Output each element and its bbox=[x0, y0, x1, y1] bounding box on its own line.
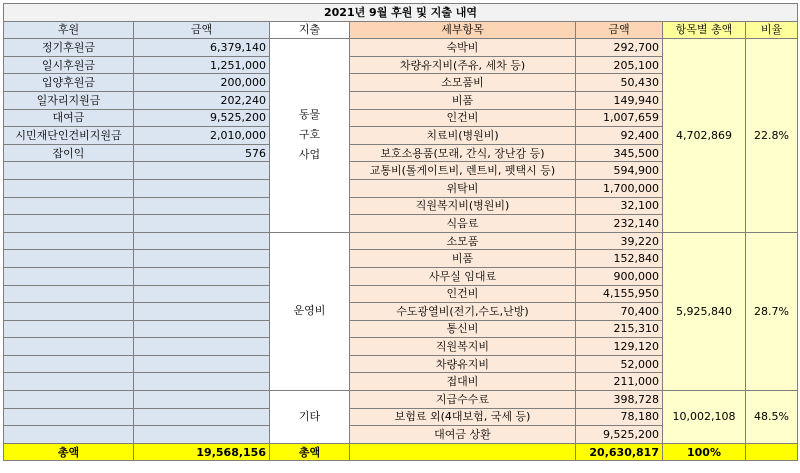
detail-name: 직원복지비 bbox=[350, 338, 576, 356]
ratio-total-empty bbox=[746, 443, 798, 461]
income-amount-empty bbox=[134, 303, 270, 321]
detail-amount: 32,100 bbox=[576, 197, 663, 215]
detail-amount: 1,007,659 bbox=[576, 109, 663, 127]
income-name-empty bbox=[4, 232, 134, 250]
detail-amount: 594,900 bbox=[576, 162, 663, 180]
table-row bbox=[4, 39, 798, 57]
income-name: 잡이익 bbox=[4, 144, 134, 162]
category-total: 10,002,108 bbox=[663, 391, 746, 444]
income-amount: 6,379,140 bbox=[134, 39, 270, 57]
income-amount: 2,010,000 bbox=[134, 127, 270, 145]
expense-category bbox=[270, 39, 350, 233]
detail-amount: 345,500 bbox=[576, 144, 663, 162]
detail-name: 인건비 bbox=[350, 285, 576, 303]
income-amount: 1,251,000 bbox=[134, 56, 270, 74]
detail-name: 지급수수료 bbox=[350, 391, 576, 409]
detail-name: 비품 bbox=[350, 250, 576, 268]
header-row bbox=[4, 21, 798, 39]
sheet-title: 2021년 9월 후원 및 지출 내역 bbox=[4, 4, 798, 22]
detail-amount: 9,525,200 bbox=[576, 426, 663, 444]
income-amount-empty bbox=[134, 285, 270, 303]
detail-name: 식음료 bbox=[350, 215, 576, 233]
income-name: 대여금 bbox=[4, 109, 134, 127]
income-name: 일시후원금 bbox=[4, 56, 134, 74]
income-amount: 576 bbox=[134, 144, 270, 162]
expense-category-line: 동물 bbox=[298, 108, 321, 122]
header-ratio: 비율 bbox=[746, 21, 798, 39]
detail-name: 보험료 외(4대보험, 국세 등) bbox=[350, 408, 576, 426]
expense-category bbox=[270, 232, 350, 390]
income-name-empty bbox=[4, 250, 134, 268]
detail-name: 보호소용품(모래, 간식, 장난감 등) bbox=[350, 144, 576, 162]
income-amount-empty bbox=[134, 179, 270, 197]
detail-amount: 232,140 bbox=[576, 215, 663, 233]
income-total-label: 총액 bbox=[4, 443, 134, 461]
detail-amount: 78,180 bbox=[576, 408, 663, 426]
table-row bbox=[4, 232, 798, 250]
income-name-empty bbox=[4, 179, 134, 197]
detail-amount: 215,310 bbox=[576, 320, 663, 338]
detail-name: 소모품 bbox=[350, 232, 576, 250]
income-name: 시민재단인건비지원금 bbox=[4, 127, 134, 145]
detail-name: 수도광열비(전기,수도,난방) bbox=[350, 303, 576, 321]
income-name-empty bbox=[4, 303, 134, 321]
detail-amount: 52,000 bbox=[576, 355, 663, 373]
header-donation-amount: 금액 bbox=[134, 21, 270, 39]
income-amount: 9,525,200 bbox=[134, 109, 270, 127]
income-name: 정기후원금 bbox=[4, 39, 134, 57]
detail-amount: 129,120 bbox=[576, 338, 663, 356]
income-name: 일자리지원금 bbox=[4, 91, 134, 109]
detail-amount: 4,155,950 bbox=[576, 285, 663, 303]
category-total: 5,925,840 bbox=[663, 232, 746, 390]
income-amount-empty bbox=[134, 338, 270, 356]
income-amount: 200,000 bbox=[134, 74, 270, 92]
detail-name: 숙박비 bbox=[350, 39, 576, 57]
detail-name: 비품 bbox=[350, 91, 576, 109]
income-amount-empty bbox=[134, 215, 270, 233]
expense-category-line: 기타 bbox=[298, 409, 321, 423]
header-expense: 지출 bbox=[270, 21, 350, 39]
detail-name: 치료비(병원비) bbox=[350, 127, 576, 145]
category-total: 4,702,869 bbox=[663, 39, 746, 233]
expense-category-line: 구호 bbox=[298, 128, 321, 142]
detail-name: 대여금 상환 bbox=[350, 426, 576, 444]
income-amount-empty bbox=[134, 197, 270, 215]
header-detail-amount: 금액 bbox=[576, 21, 663, 39]
detail-name: 차량유지비 bbox=[350, 355, 576, 373]
income-name-empty bbox=[4, 215, 134, 233]
ratio-total: 100% bbox=[663, 443, 746, 461]
finance-table bbox=[3, 3, 798, 461]
income-amount-empty bbox=[134, 391, 270, 409]
income-total: 19,568,156 bbox=[134, 443, 270, 461]
income-name-empty bbox=[4, 267, 134, 285]
income-amount-empty bbox=[134, 320, 270, 338]
income-amount-empty bbox=[134, 267, 270, 285]
detail-amount: 205,100 bbox=[576, 56, 663, 74]
detail-amount: 50,430 bbox=[576, 74, 663, 92]
income-amount-empty bbox=[134, 408, 270, 426]
income-name-empty bbox=[4, 426, 134, 444]
detail-total-empty bbox=[350, 443, 576, 461]
expense-category bbox=[270, 391, 350, 444]
detail-name: 인건비 bbox=[350, 109, 576, 127]
income-amount: 202,240 bbox=[134, 91, 270, 109]
detail-amount: 70,400 bbox=[576, 303, 663, 321]
header-detail: 세부항목 bbox=[350, 21, 576, 39]
income-amount-empty bbox=[134, 162, 270, 180]
detail-name: 소모품비 bbox=[350, 74, 576, 92]
detail-amount: 152,840 bbox=[576, 250, 663, 268]
detail-amount: 149,940 bbox=[576, 91, 663, 109]
detail-name: 통신비 bbox=[350, 320, 576, 338]
header-category-total: 항목별 총액 bbox=[663, 21, 746, 39]
table-row bbox=[4, 391, 798, 409]
detail-amount: 39,220 bbox=[576, 232, 663, 250]
detail-amount: 211,000 bbox=[576, 373, 663, 391]
detail-name: 접대비 bbox=[350, 373, 576, 391]
detail-name: 위탁비 bbox=[350, 179, 576, 197]
total-row bbox=[4, 443, 798, 461]
income-name-empty bbox=[4, 197, 134, 215]
detail-name: 직원복지비(병원비) bbox=[350, 197, 576, 215]
category-ratio: 48.5% bbox=[746, 391, 798, 444]
detail-name: 차량유지비(주유, 세차 등) bbox=[350, 56, 576, 74]
category-ratio: 28.7% bbox=[746, 232, 798, 390]
expense-total: 20,630,817 bbox=[576, 443, 663, 461]
detail-amount: 292,700 bbox=[576, 39, 663, 57]
income-name-empty bbox=[4, 373, 134, 391]
income-amount-empty bbox=[134, 426, 270, 444]
income-name: 입양후원금 bbox=[4, 74, 134, 92]
income-amount-empty bbox=[134, 373, 270, 391]
detail-amount: 398,728 bbox=[576, 391, 663, 409]
income-name-empty bbox=[4, 338, 134, 356]
income-amount-empty bbox=[134, 250, 270, 268]
income-name-empty bbox=[4, 391, 134, 409]
header-donation: 후원 bbox=[4, 21, 134, 39]
expense-category-line: 운영비 bbox=[293, 304, 326, 318]
income-name-empty bbox=[4, 162, 134, 180]
detail-amount: 900,000 bbox=[576, 267, 663, 285]
income-amount-empty bbox=[134, 232, 270, 250]
title-row bbox=[4, 4, 798, 22]
income-name-empty bbox=[4, 320, 134, 338]
income-name-empty bbox=[4, 285, 134, 303]
income-name-empty bbox=[4, 408, 134, 426]
expense-total-label: 총액 bbox=[270, 443, 350, 461]
income-name-empty bbox=[4, 355, 134, 373]
income-amount-empty bbox=[134, 355, 270, 373]
category-ratio: 22.8% bbox=[746, 39, 798, 233]
detail-name: 교통비(톨게이트비, 렌트비, 펫택시 등) bbox=[350, 162, 576, 180]
expense-category-line: 사업 bbox=[298, 148, 321, 162]
detail-name: 사무실 임대료 bbox=[350, 267, 576, 285]
detail-amount: 1,700,000 bbox=[576, 179, 663, 197]
detail-amount: 92,400 bbox=[576, 127, 663, 145]
